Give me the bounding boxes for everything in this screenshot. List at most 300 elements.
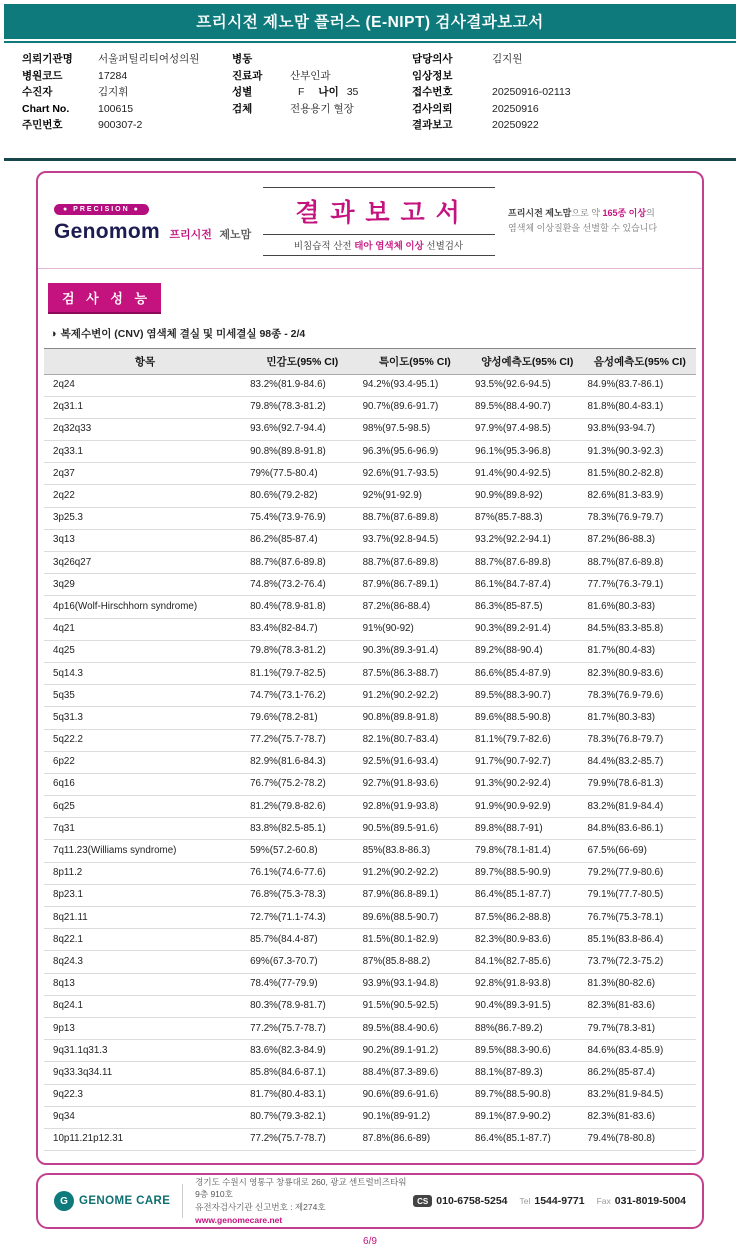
table-row [44,596,696,618]
cnv-subtitle-text: 복제수변이 (CNV) 염색체 결실 및 미세결실 98종 - 2/4 [60,327,306,340]
cell-npv: 73.7%(72.3-75.2) [584,951,696,973]
fax-number: 031-8019-5004 [614,1195,686,1208]
promo-suffix: 의 [646,207,655,218]
patient-info-right-column [412,51,682,134]
cell-item: 2q37 [44,463,246,485]
cell-item: 4q21 [44,618,246,640]
table-row [44,973,696,995]
cell-npv: 87.2%(86-88.3) [584,529,696,551]
table-row [44,840,696,862]
cell-npv: 76.7%(75.3-78.1) [584,907,696,929]
promo-text [508,206,686,237]
section-title-test-performance: 검 사 성 능 [48,283,161,314]
info-value-sex: F [298,86,305,98]
cell-npv: 79.7%(78.3-81) [584,1017,696,1039]
half-circle-icon: ◑ [50,327,57,340]
cell-sensitivity: 79.8%(78.3-81.2) [246,640,358,662]
cell-specificity: 92.6%(91.7-93.5) [359,463,471,485]
info-value: 20250922 [492,119,539,131]
cell-item: 5q22.2 [44,729,246,751]
cell-npv: 79.9%(78.6-81.3) [584,773,696,795]
cell-item: 8q22.1 [44,929,246,951]
cell-sensitivity: 74.7%(73.1-76.2) [246,685,358,707]
logo-line [54,220,252,244]
cell-ppv: 91.3%(90.2-92.4) [471,773,583,795]
column-header-npv: 음성예측도(95% CI) [584,348,696,374]
cell-sensitivity: 93.6%(92.7-94.4) [246,418,358,440]
cell-item: 2q22 [44,485,246,507]
cell-sensitivity: 69%(67.3-70.7) [246,951,358,973]
cell-item: 8q24.3 [44,951,246,973]
cell-item: 8q24.1 [44,995,246,1017]
section-divider-thick [4,158,736,161]
cell-specificity: 88.7%(87.6-89.8) [359,552,471,574]
cell-item: 3q26q27 [44,552,246,574]
info-value: 20250916-02113 [492,86,571,98]
cell-sensitivity: 80.6%(79.2-82) [246,485,358,507]
cell-ppv: 90.4%(89.3-91.5) [471,995,583,1017]
cell-specificity: 88.4%(87.3-89.6) [359,1062,471,1084]
table-row [44,640,696,662]
cell-sensitivity: 82.9%(81.6-84.3) [246,751,358,773]
cell-ppv: 86.4%(85.1-87.7) [471,884,583,906]
info-label: 주민번호 [22,119,63,131]
cell-item: 2q31.1 [44,396,246,418]
cell-npv: 84.8%(83.6-86.1) [584,818,696,840]
cell-npv: 79.2%(77.9-80.6) [584,862,696,884]
info-value: 전용용기 혈장 [290,102,354,115]
footer-box [36,1173,704,1229]
info-row-sex-age [232,84,412,101]
cell-ppv: 91.7%(90.7-92.7) [471,751,583,773]
cell-ppv: 88.1%(87-89.3) [471,1062,583,1084]
info-label: Chart No. [22,102,70,115]
cell-sensitivity: 88.7%(87.6-89.8) [246,552,358,574]
cell-item: 10p11.21p12.31 [44,1128,246,1150]
table-row [44,485,696,507]
cell-sensitivity: 75.4%(73.9-76.9) [246,507,358,529]
cell-npv: 78.3%(76.9-79.7) [584,507,696,529]
cell-ppv: 89.1%(87.9-90.2) [471,1106,583,1128]
performance-table [44,348,696,1152]
cell-specificity: 87%(85.8-88.2) [359,951,471,973]
footer-contact-block [413,1195,686,1207]
info-row [22,51,232,68]
cell-specificity: 89.5%(88.4-90.6) [359,1017,471,1039]
table-row [44,818,696,840]
cell-item: 4q25 [44,640,246,662]
info-row [412,68,682,85]
table-row [44,951,696,973]
cell-sensitivity: 72.7%(71.1-74.3) [246,907,358,929]
cell-npv: 82.3%(80.9-83.6) [584,662,696,684]
info-row [412,117,682,134]
cell-item: 6q16 [44,773,246,795]
cell-sensitivity: 76.7%(75.2-78.2) [246,773,358,795]
cell-npv: 81.7%(80.3-83) [584,707,696,729]
cell-ppv: 88.7%(87.6-89.8) [471,552,583,574]
cell-ppv: 89.5%(88.4-90.7) [471,396,583,418]
cell-item: 8p23.1 [44,884,246,906]
table-row [44,507,696,529]
info-label-sex: 성별 [232,86,253,98]
cell-item: 7q31 [44,818,246,840]
column-header-specificity: 특이도(95% CI) [359,348,471,374]
cell-npv: 84.6%(83.4-85.9) [584,1040,696,1062]
info-label: 검체 [232,102,253,115]
footer-divider [182,1184,183,1218]
cell-ppv: 79.8%(78.1-81.4) [471,840,583,862]
table-row [44,574,696,596]
table-row [44,729,696,751]
table-row [44,418,696,440]
cell-specificity: 82.1%(80.7-83.4) [359,729,471,751]
info-label: 병동 [232,53,253,65]
cell-ppv: 88%(86.7-89.2) [471,1017,583,1039]
cell-ppv: 93.2%(92.2-94.1) [471,529,583,551]
table-row [44,1084,696,1106]
cell-sensitivity: 80.7%(79.3-82.1) [246,1106,358,1128]
cell-specificity: 93.7%(92.8-94.5) [359,529,471,551]
cell-specificity: 92%(91-92.9) [359,485,471,507]
cell-specificity: 90.6%(89.6-91.6) [359,1084,471,1106]
table-row [44,929,696,951]
cell-sensitivity: 76.8%(75.3-78.3) [246,884,358,906]
subtitle-pre: 비침습적 산전 [293,240,355,252]
table-row [44,662,696,684]
info-value-age: 35 [346,86,359,98]
cell-ppv: 87.5%(86.2-88.8) [471,907,583,929]
cell-specificity: 88.7%(87.6-89.8) [359,507,471,529]
cell-item: 2q24 [44,374,246,396]
cell-ppv: 96.1%(95.3-96.8) [471,441,583,463]
info-row [412,84,682,101]
cell-ppv: 93.5%(92.6-94.5) [471,374,583,396]
header-row [44,348,696,374]
cell-sensitivity: 77.2%(75.7-78.7) [246,1128,358,1150]
performance-table-body [44,374,696,1151]
cell-specificity: 89.6%(88.5-90.7) [359,907,471,929]
cell-specificity: 90.3%(89.3-91.4) [359,640,471,662]
subtitle-highlight: 태아 염색체 이상 [354,240,424,252]
cell-ppv: 91.4%(90.4-92.5) [471,463,583,485]
column-header-item: 항목 [44,348,246,374]
cell-npv: 82.6%(81.3-83.9) [584,485,696,507]
cnv-subtitle [50,326,702,341]
tel-label: Tel [519,1196,531,1207]
cell-sensitivity: 85.7%(84.4-87) [246,929,358,951]
table-row [44,1040,696,1062]
cell-specificity: 91.5%(90.5-92.5) [359,995,471,1017]
cell-sensitivity: 59%(57.2-60.8) [246,840,358,862]
cell-npv: 83.2%(81.9-84.4) [584,796,696,818]
column-header-sensitivity: 민감도(95% CI) [246,348,358,374]
cell-specificity: 85%(83.8-86.3) [359,840,471,862]
table-row [44,751,696,773]
cell-specificity: 94.2%(93.4-95.1) [359,374,471,396]
cell-specificity: 87.9%(86.7-89.1) [359,574,471,596]
cell-specificity: 91.2%(90.2-92.2) [359,685,471,707]
cell-ppv: 89.5%(88.3-90.6) [471,1040,583,1062]
cell-sensitivity: 83.4%(82-84.7) [246,618,358,640]
info-value: 산부인과 [290,69,331,82]
cell-item: 8p11.2 [44,862,246,884]
cell-ppv: 82.3%(80.9-83.6) [471,929,583,951]
fax-label: Fax [596,1196,611,1207]
cell-sensitivity: 83.8%(82.5-85.1) [246,818,358,840]
promo-brand: 프리시전 제노맘 [508,207,572,218]
cell-specificity: 87.8%(86.6-89) [359,1128,471,1150]
table-row [44,995,696,1017]
table-row [44,862,696,884]
table-row [44,907,696,929]
table-row [44,1017,696,1039]
table-row [44,773,696,795]
column-header-ppv: 양성예측도(95% CI) [471,348,583,374]
cell-npv: 81.3%(80-82.6) [584,973,696,995]
cell-npv: 81.8%(80.4-83.1) [584,396,696,418]
cell-sensitivity: 81.7%(80.4-83.1) [246,1084,358,1106]
page-number: 6/9 [363,1236,377,1247]
cell-ppv: 89.8%(88.7-91) [471,818,583,840]
cell-npv: 93.8%(93-94.7) [584,418,696,440]
cell-sensitivity: 90.8%(89.8-91.8) [246,441,358,463]
cell-ppv: 92.8%(91.8-93.8) [471,973,583,995]
cell-item: 3q29 [44,574,246,596]
table-row [44,396,696,418]
cell-sensitivity: 77.2%(75.7-78.7) [246,1017,358,1039]
result-report-box [36,171,704,1166]
cell-sensitivity: 83.2%(81.9-84.6) [246,374,358,396]
info-row [22,68,232,85]
cs-number: 010-6758-5254 [436,1195,508,1208]
cell-ppv: 86.3%(85-87.5) [471,596,583,618]
cell-item: 9q34 [44,1106,246,1128]
cell-item: 5q14.3 [44,662,246,684]
table-row [44,1106,696,1128]
promo-mid: 으로 약 [571,207,603,218]
cell-specificity: 90.8%(89.8-91.8) [359,707,471,729]
info-label-age: 나이 [318,86,339,98]
genomom-wordmark: Genomom [54,220,160,243]
cell-ppv: 89.5%(88.3-90.7) [471,685,583,707]
genome-care-logo-icon: G [54,1191,74,1211]
cell-ppv: 86.6%(85.4-87.9) [471,662,583,684]
info-value: 100615 [98,102,134,115]
table-row [44,1128,696,1150]
cell-sensitivity: 80.3%(78.9-81.7) [246,995,358,1017]
cell-specificity: 91%(90-92) [359,618,471,640]
result-title-block [263,187,495,256]
cell-sensitivity: 78.4%(77-79.9) [246,973,358,995]
info-label: 접수번호 [412,86,453,98]
cell-specificity: 92.5%(91.6-93.4) [359,751,471,773]
cell-npv: 88.7%(87.6-89.8) [584,552,696,574]
tel-number: 1544-9771 [534,1195,585,1208]
cell-item: 8q13 [44,973,246,995]
cell-item: 9q33.3q34.11 [44,1062,246,1084]
cell-ppv: 89.2%(88-90.4) [471,640,583,662]
result-report-subtitle [263,234,495,256]
table-row [44,552,696,574]
info-row [232,101,412,118]
cell-sensitivity: 79.8%(78.3-81.2) [246,396,358,418]
info-row [412,101,682,118]
cell-ppv: 91.9%(90.9-92.9) [471,796,583,818]
info-row [412,51,682,68]
info-value: 17284 [98,69,128,82]
cell-ppv: 86.1%(84.7-87.4) [471,574,583,596]
cell-npv: 78.3%(76.9-79.6) [584,685,696,707]
cell-npv: 67.5%(66-69) [584,840,696,862]
cell-item: 9q31.1q31.3 [44,1040,246,1062]
cell-specificity: 90.2%(89.1-91.2) [359,1040,471,1062]
cell-item: 8q21.11 [44,907,246,929]
promo-count-highlight: 165종 이상 [602,207,647,218]
table-row [44,529,696,551]
cell-npv: 78.3%(76.8-79.7) [584,729,696,751]
info-label: 진료과 [232,69,263,82]
cell-specificity: 90.1%(89-91.2) [359,1106,471,1128]
cell-npv: 81.5%(80.2-82.8) [584,463,696,485]
cell-specificity: 92.8%(91.9-93.8) [359,796,471,818]
cell-npv: 91.3%(90.3-92.3) [584,441,696,463]
cell-ppv: 90.3%(89.2-91.4) [471,618,583,640]
logo-korean-genomom: 제노맘 [219,229,252,241]
cell-sensitivity: 77.2%(75.7-78.7) [246,729,358,751]
result-report-header [38,173,702,269]
table-row [44,796,696,818]
cell-sensitivity: 79%(77.5-80.4) [246,463,358,485]
performance-table-header [44,348,696,374]
info-row [22,101,232,118]
info-value: 20250916 [492,102,539,115]
cell-specificity: 90.7%(89.6-91.7) [359,396,471,418]
cell-ppv: 90.9%(89.8-92) [471,485,583,507]
cell-item: 5q31.3 [44,707,246,729]
result-report-title: 결 과 보 고 서 [263,187,495,229]
cell-item: 3p25.3 [44,507,246,529]
info-label: 병원코드 [22,69,63,82]
info-row [232,68,412,85]
cell-specificity: 90.5%(89.5-91.6) [359,818,471,840]
cell-item: 9q22.3 [44,1084,246,1106]
info-label: 수진자 [22,86,53,98]
genome-care-logo-text: GENOME CARE [79,1195,171,1208]
info-label: 결과보고 [412,119,453,131]
cell-sensitivity: 79.6%(78.2-81) [246,707,358,729]
info-label: 임상정보 [412,69,453,82]
info-row [232,51,412,68]
cell-specificity: 87.9%(86.8-89.1) [359,884,471,906]
cell-npv: 86.2%(85-87.4) [584,1062,696,1084]
cell-npv: 84.9%(83.7-86.1) [584,374,696,396]
cell-npv: 84.4%(83.2-85.7) [584,751,696,773]
cell-specificity: 93.9%(93.1-94.8) [359,973,471,995]
footer-website-link[interactable]: www.genomecare.net [195,1214,283,1225]
footer-license-line: 유전자검사기관 신고번호 : 제274호 [195,1202,326,1213]
cell-npv: 79.4%(78-80.8) [584,1128,696,1150]
cell-ppv: 89.7%(88.5-90.8) [471,1084,583,1106]
info-value: 김지원 [492,53,523,65]
table-row [44,884,696,906]
cell-item: 9p13 [44,1017,246,1039]
cell-sensitivity: 74.8%(73.2-76.4) [246,574,358,596]
info-label: 검사의뢰 [412,102,453,115]
cell-npv: 82.3%(81-83.6) [584,995,696,1017]
cell-sensitivity: 81.1%(79.7-82.5) [246,662,358,684]
table-row [44,685,696,707]
cell-specificity: 87.2%(86-88.4) [359,596,471,618]
info-row [22,84,232,101]
cell-npv: 81.7%(80.4-83) [584,640,696,662]
cell-sensitivity: 85.8%(84.6-87.1) [246,1062,358,1084]
info-value: 서울퍼틸리티여성의원 [98,53,200,65]
cell-specificity: 81.5%(80.1-82.9) [359,929,471,951]
cell-ppv: 84.1%(82.7-85.6) [471,951,583,973]
cell-specificity: 87.5%(86.3-88.7) [359,662,471,684]
cell-item: 6q25 [44,796,246,818]
cell-npv: 79.1%(77.7-80.5) [584,884,696,906]
table-row [44,441,696,463]
table-row [44,707,696,729]
cell-sensitivity: 81.2%(79.8-82.6) [246,796,358,818]
cell-ppv: 87%(85.7-88.3) [471,507,583,529]
promo-line2: 염색체 이상질환을 선별할 수 있습니다 [508,223,658,233]
footer-address-line1: 경기도 수원시 영통구 창룡대로 260, 광교 센트럴비즈타워 9층 910호 [195,1176,407,1200]
precision-badge: ● PRECISION ● [54,204,149,215]
info-label: 담당의사 [412,53,453,65]
cell-sensitivity: 76.1%(74.6-77.6) [246,862,358,884]
cell-ppv: 86.4%(85.1-87.7) [471,1128,583,1150]
cell-npv: 82.3%(81-83.6) [584,1106,696,1128]
patient-info-left-column [22,51,232,134]
genome-care-logo [54,1191,170,1211]
table-row [44,618,696,640]
cell-npv: 83.2%(81.9-84.5) [584,1084,696,1106]
cell-specificity: 96.3%(95.6-96.9) [359,441,471,463]
patient-info-section [0,43,740,158]
subtitle-post: 선별검사 [423,240,464,252]
report-main-title: 프리시전 제노맘 플러스 (E-NIPT) 검사결과보고서 [196,14,544,31]
cell-item: 2q33.1 [44,441,246,463]
cell-item: 6p22 [44,751,246,773]
cs-badge: CS [413,1195,432,1207]
cell-ppv: 89.6%(88.5-90.8) [471,707,583,729]
info-row [22,117,232,134]
info-value: 김지휘 [98,86,129,98]
cell-specificity: 92.7%(91.8-93.6) [359,773,471,795]
footer-address-block [195,1176,413,1227]
cell-ppv: 97.9%(97.4-98.5) [471,418,583,440]
cell-ppv: 89.7%(88.5-90.9) [471,862,583,884]
cell-ppv: 81.1%(79.7-82.6) [471,729,583,751]
cell-item: 4p16(Wolf-Hirschhorn syndrome) [44,596,246,618]
cell-specificity: 91.2%(90.2-92.2) [359,862,471,884]
cell-item: 2q32q33 [44,418,246,440]
cell-npv: 81.6%(80.3-83) [584,596,696,618]
cell-item: 3q13 [44,529,246,551]
genomom-logo [54,198,252,244]
logo-korean-precision: 프리시전 [169,229,212,241]
cell-sensitivity: 86.2%(85-87.4) [246,529,358,551]
cell-item: 7q11.23(Williams syndrome) [44,840,246,862]
patient-info-middle-column [232,51,412,134]
table-row [44,463,696,485]
cell-item: 5q35 [44,685,246,707]
info-label: 의뢰기관명 [22,53,73,65]
cell-npv: 77.7%(76.3-79.1) [584,574,696,596]
